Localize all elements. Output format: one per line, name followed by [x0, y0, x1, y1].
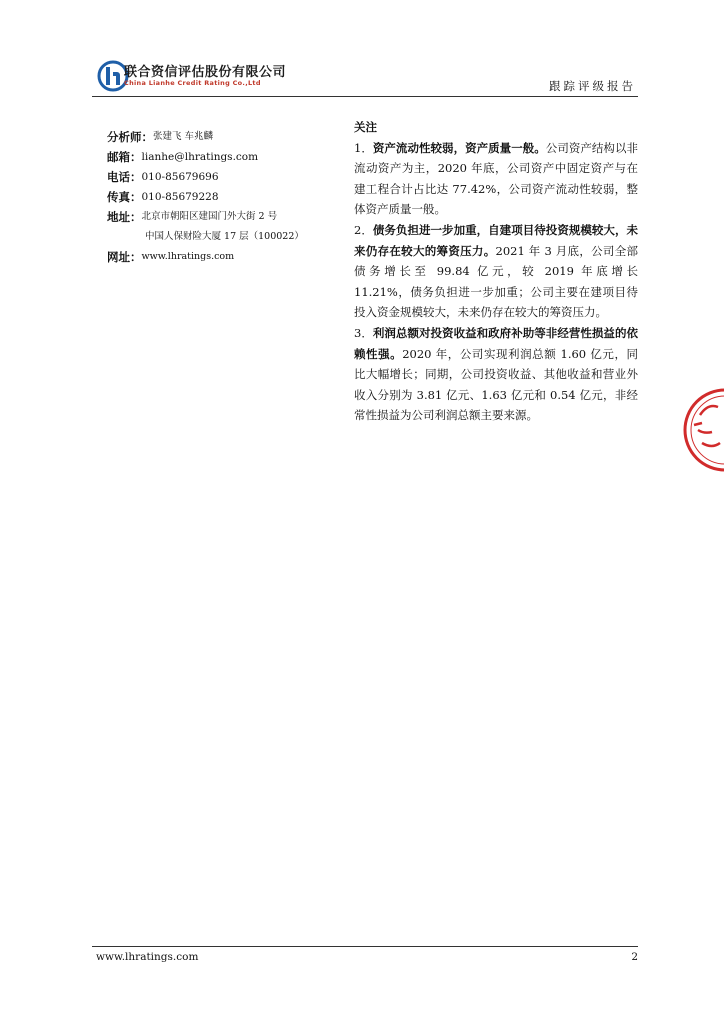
address-line2: 中国人保财险大厦 17 层（100022） [145, 231, 304, 242]
item-number: 1． [354, 140, 373, 155]
item-number: 3． [354, 325, 373, 340]
phone-value: 010-85679696 [141, 171, 219, 183]
item-number: 2． [354, 222, 373, 237]
concern-item-3 [354, 323, 638, 426]
fax-label: 传真： [107, 190, 142, 204]
concern-item-1 [354, 138, 638, 220]
analyst-row [107, 127, 304, 147]
address-row [107, 207, 304, 227]
report-type: 跟踪评级报告 [549, 79, 636, 93]
address-line1: 北京市朝阳区建国门外大街 2 号 [141, 211, 278, 222]
analyst-value: 张建飞 车兆麟 [153, 131, 214, 142]
email-row [107, 147, 304, 167]
address-label: 地址： [107, 210, 142, 224]
header-rule [92, 96, 638, 97]
section-heading: 关注 [354, 120, 377, 134]
concerns-section [354, 117, 638, 426]
fax-row [107, 187, 304, 207]
footer-url[interactable]: www.lhratings.com [96, 951, 199, 963]
phone-label: 电话： [107, 170, 142, 184]
email-label: 邮箱： [107, 150, 142, 164]
item-text: 2020 年，公司实现利润总额 1.60 亿元，同比大幅增长；同期，公司投资收益、其他收益和营业外收入分别为 3.81 亿元、1.63 亿元和 0.54 亿元，非经常性损益为公司利润总额主要来源。 [354, 346, 638, 423]
item-bold: 资产流动性较弱，资产质量一般。 [372, 140, 546, 155]
footer-rule [92, 946, 638, 947]
concern-item-2 [354, 220, 638, 323]
website-label: 网址： [107, 250, 142, 264]
phone-row [107, 167, 304, 187]
company-seal-stamp-icon [680, 385, 724, 475]
contact-block [107, 127, 304, 267]
item-bold: 利润总额对投资收益和政府补助等非经营性损益的依赖性强。 [354, 325, 638, 361]
email-value[interactable]: lianhe@lhratings.com [141, 151, 259, 163]
item-text: 公司资产结构以非流动资产为主，2020 年底，公司资产中固定资产与在建工程合计占比达 77.42%，公司资产流动性较弱，整体资产质量一般。 [354, 140, 638, 217]
page-number: 2 [631, 951, 638, 963]
item-text: 2021 年 3 月底，公司全部债务增长至 99.84 亿元，较 2019 年底增长 11.21%，债务负担进一步加重；公司主要在建项目待投入资金规模较大，未来仍存在较大的筹资压力。 [354, 243, 638, 320]
item-bold: 债务负担进一步加重，自建项目待投资规模较大，未来仍存在较大的筹资压力。 [354, 222, 638, 258]
company-name-en: China Lianhe Credit Rating Co.,Ltd [124, 79, 261, 87]
analyst-label: 分析师： [107, 130, 153, 144]
website-row [107, 247, 304, 267]
fax-value: 010-85679228 [141, 191, 219, 203]
company-name-cn: 联合资信评估股份有限公司 [124, 65, 287, 80]
website-value[interactable]: www.lhratings.com [141, 251, 235, 262]
